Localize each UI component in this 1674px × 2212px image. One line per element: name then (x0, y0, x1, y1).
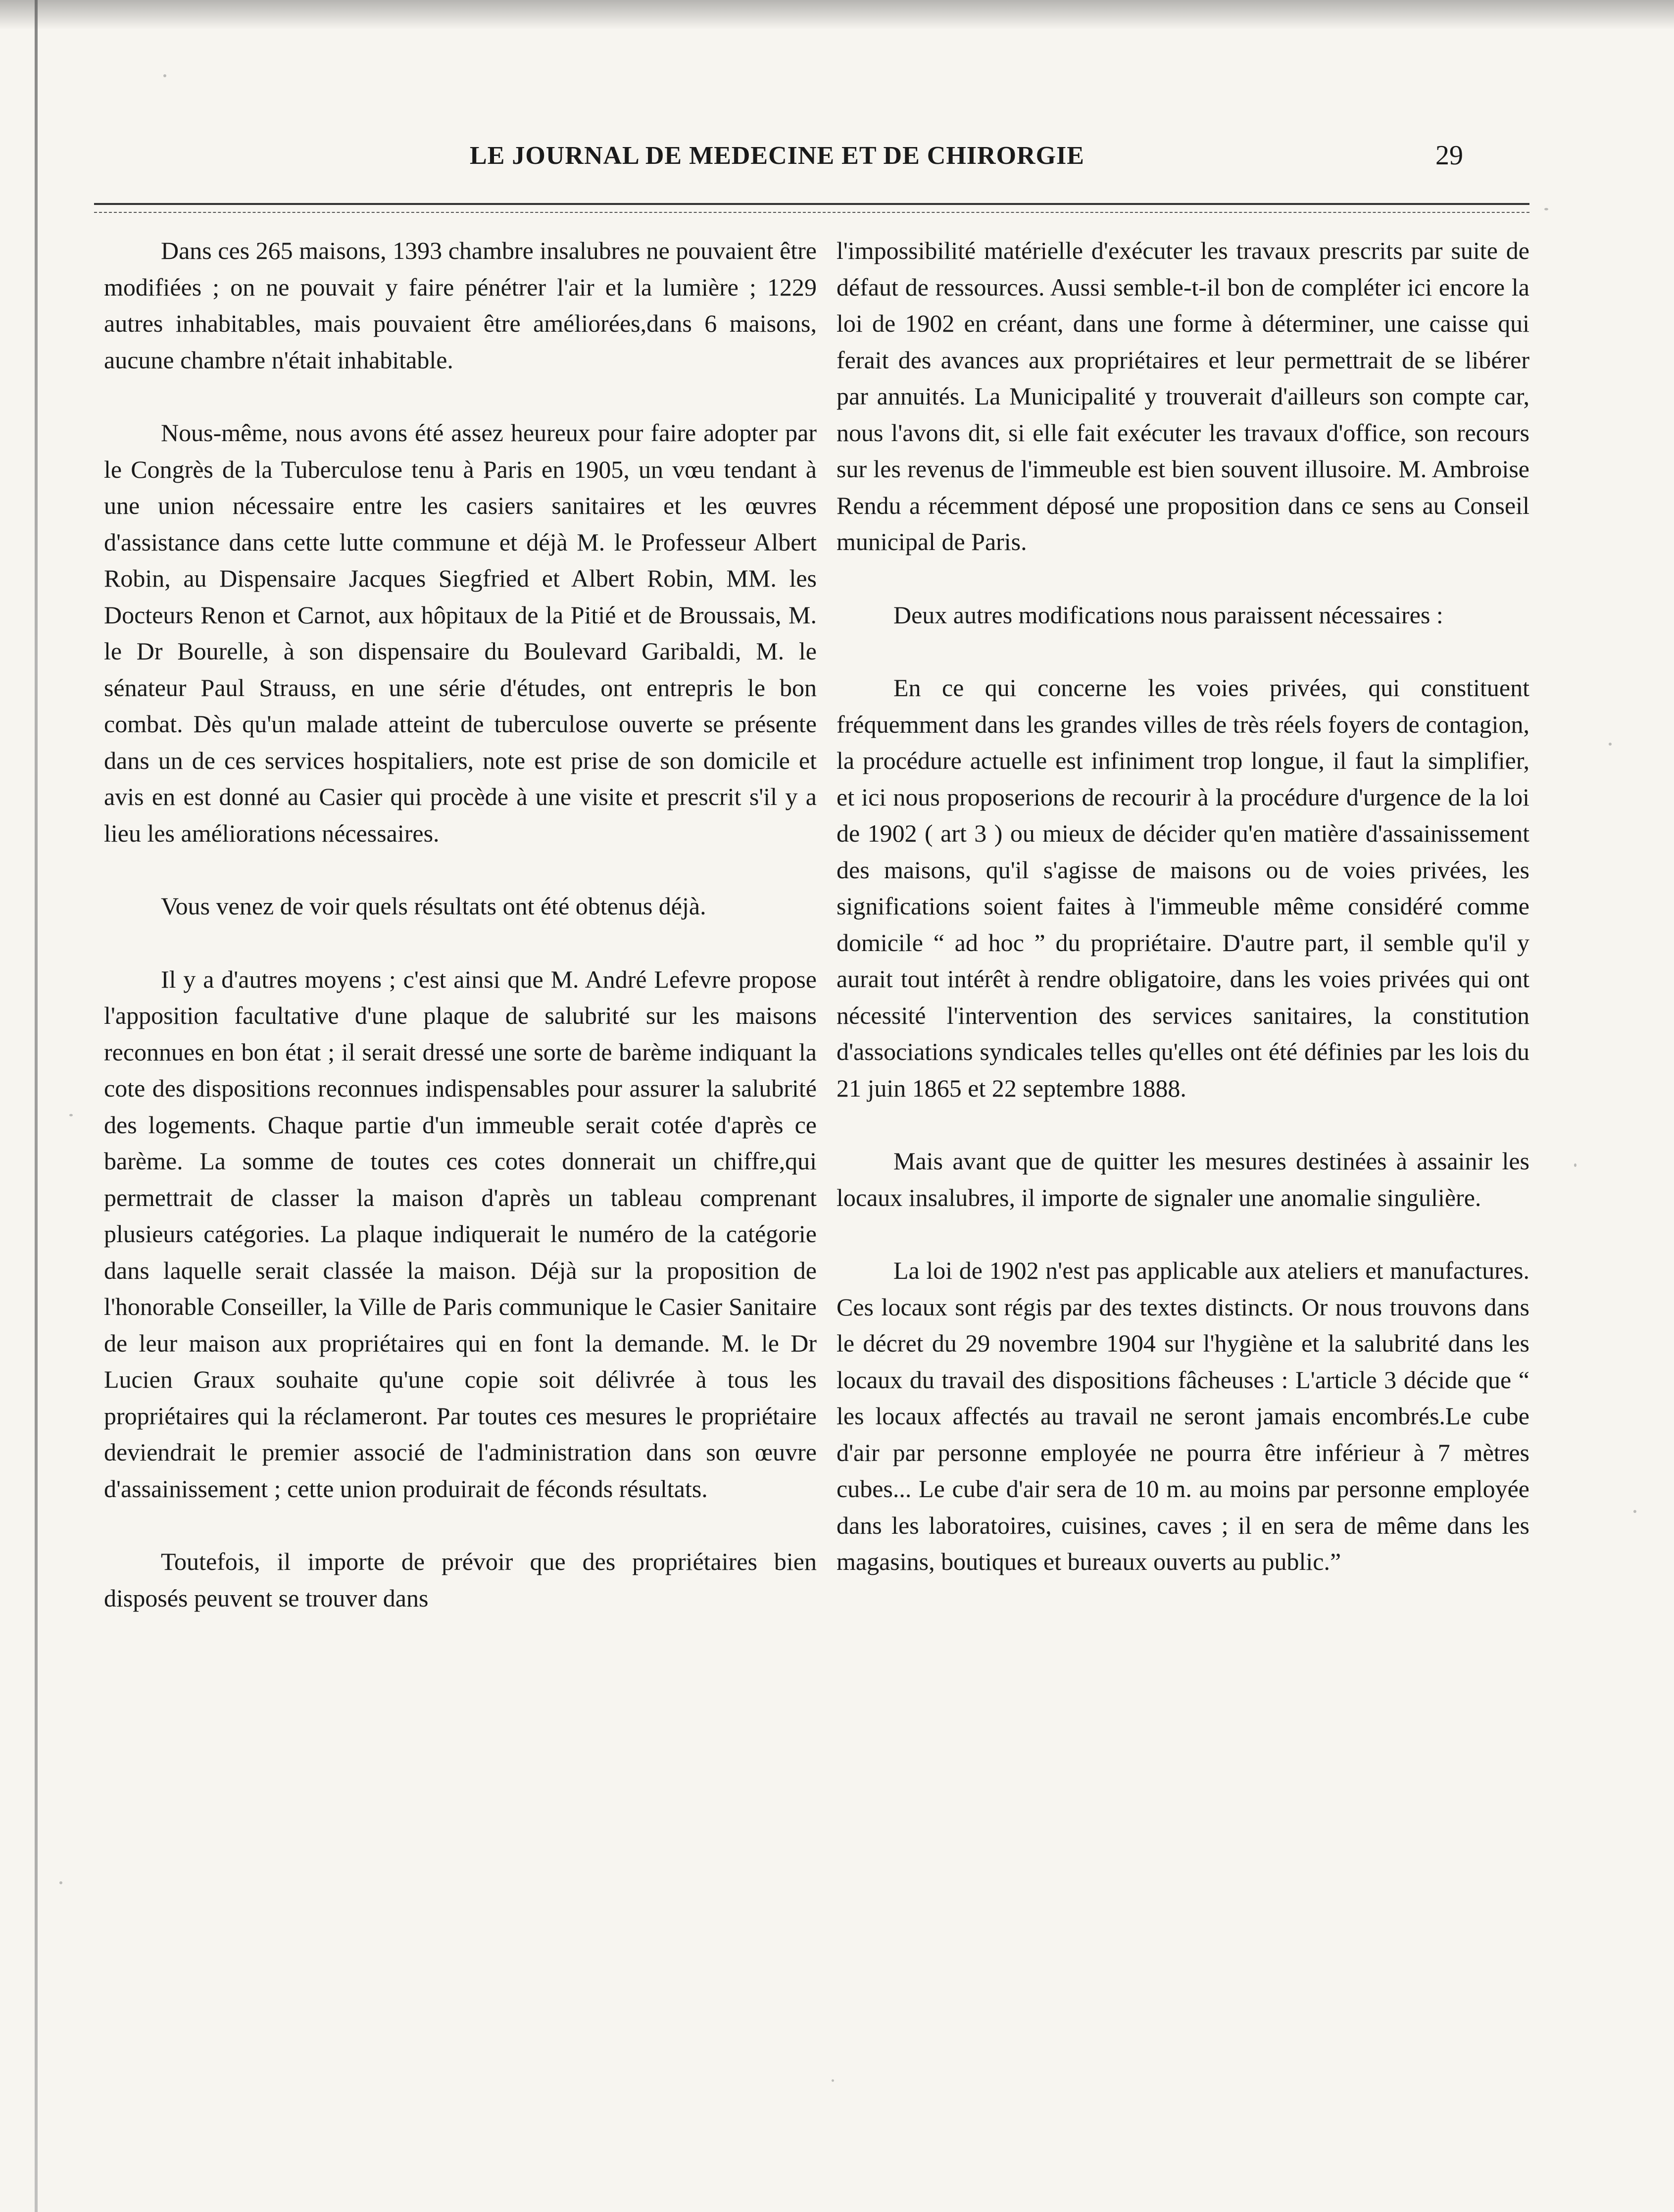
scan-left-edge (35, 0, 38, 2212)
paragraph-gap (104, 1507, 817, 1544)
paragraph: Vous venez de voir quels résultats ont été obtenus déjà. (161, 892, 706, 920)
paragraph: Deux autres modifications nous paraissent nécessaires : (893, 601, 1443, 629)
scan-speck (59, 1881, 62, 1884)
scan-speck (1544, 208, 1548, 210)
scan-top-smear (0, 0, 1674, 30)
paragraph: l'impossibilité matérielle d'exécuter les travaux prescrits par suite de défaut de ressources. Aussi semble-t-il bon de compléter ici encore la loi de 1902 en créant, dans une forme à déterminer, une caisse qui ferait des avances aux propriétaires et leur permettrait de se libérer par annuités. La Municipalité y trouverait d'ailleurs son compte car, nous l'avons dit, si elle fait exécuter les travaux d'office, son recours sur les revenus de l'immeuble est bien souvent illusoire. M. Ambroise Rendu a récemment déposé une proposition dans ce sens au Conseil municipal de Paris. (837, 237, 1529, 555)
paragraph-gap (837, 1106, 1529, 1143)
paragraph-gap (104, 925, 817, 961)
paragraph-gap (104, 852, 817, 888)
paragraph: Toutefois, il importe de prévoir que des propriétaires bien disposés peuvent se trouver dans (104, 1548, 817, 1612)
scan-speck (1609, 743, 1612, 746)
paragraph-gap (837, 560, 1529, 597)
paragraph: Nous-même, nous avons été assez heureux pour faire adopter par le Congrès de la Tuberculose tenu à Paris en 1905, un vœu tendant à une union nécessaire entre les casiers sanitaires et les œuvres d'assistance dans cette lutte commune et déjà M. le Professeur Albert Robin, au Dispensaire Jacques Siegfried et Albert Robin, MM. les Docteurs Renon et Carnot, aux hôpitaux de la Pitié et de Broussais, M. le Dr Bourelle, à son dispensaire du Boulevard Garibaldi, M. le sénateur Paul Strauss, en une série d'études, ont entrepris le bon combat. Dès qu'un malade atteint de tuberculose ouverte se présente dans un de ces services hospitaliers, note est prise de son domicile et avis en est donné au Casier qui procède à une visite et prescrit s'il y a lieu les améliorations nécessaires. (104, 419, 817, 847)
running-header: LE JOURNAL DE MEDECINE ET DE CHIRORGIE (470, 142, 1084, 170)
paragraph: En ce qui concerne les voies privées, qui constituent fréquemment dans les grandes villes de très réels foyers de contagion, la procédure actuelle est infiniment trop longue, il faut la simplifier, et ici nous proposerions de recourir à la procédure d'urgence de la loi de 1902 ( art 3 ) ou mieux de décider qu'en matière d'assainissement des maisons, qu'il s'agisse de maisons ou de voies privées, les significations soient faites à l'immeuble même considéré comme domicile “ ad hoc ” du propriétaire. D'autre part, il semble qu'il y aurait tout intérêt à rendre obligatoire, dans les voies privées qui ont nécessité l'intervention des services sanitaires, la constitution d'associations syndicales telles qu'elles ont été définies par les lois du 21 juin 1865 et 22 septembre 1888. (837, 674, 1529, 1102)
paragraph: La loi de 1902 n'est pas applicable aux ateliers et manufactures. Ces locaux sont régis par des textes distincts. Or nous trouvons dans le décret du 29 novembre 1904 sur l'hygiène et la salubrité dans les locaux du travail des dispositions fâcheuses : L'article 3 décide que “ les locaux affectés au travail ne seront jamais encombrés.Le cube d'air par personne employée ne pourra être inférieur à 7 mètres cubes... Le cube d'air sera de 10 m. au moins par personne employée dans les laboratoires, cuisines, caves ; il en sera de même dans les magasins, boutiques et bureaux ouverts au public.” (837, 1257, 1529, 1575)
scan-speck (69, 1114, 73, 1116)
scan-speck (163, 74, 166, 77)
scan-speck (832, 2079, 834, 2082)
page-number: 29 (1435, 140, 1463, 171)
paragraph-gap (104, 378, 817, 415)
paragraph-gap (837, 1216, 1529, 1253)
paragraph-gap (837, 633, 1529, 670)
header-rule (94, 203, 1529, 213)
left-column (104, 233, 817, 1616)
scan-speck (1633, 1510, 1636, 1513)
paragraph: Dans ces 265 maisons, 1393 chambre insalubres ne pouvaient être modifiées ; on ne pouvait y faire pénétrer l'air et la lumière ; 1229 autres inhabitables, mais pouvaient être améliorées,dans 6 maisons, aucune chambre n'était inhabitable. (104, 237, 817, 374)
paragraph: Mais avant que de quitter les mesures destinées à assainir les locaux insalubres, il importe de signaler une anomalie singulière. (837, 1147, 1529, 1211)
scan-speck (1574, 1163, 1576, 1167)
paragraph: Il y a d'autres moyens ; c'est ainsi que M. André Lefevre propose l'apposition facultative d'une plaque de salubrité sur les maisons reconnues en bon état ; il serait dressé une sorte de barème indiquant la cote des dispositions reconnues indispensables pour assurer la salubrité des logements. Chaque partie d'un immeuble serait cotée d'après ce barème. La somme de toutes ces cotes donnerait un chiffre,qui permettrait de classer la maison d'après un tableau comprenant plusieurs catégories. La plaque indiquerait le numéro de la catégorie dans laquelle serait classée la maison. Déjà sur la proposition de l'honorable Conseiller, la Ville de Paris communique le Casier Sanitaire de leur maison aux propriétaires qui en font la demande. M. le Dr Lucien Graux souhaite qu'une copie soit délivrée à tous les propriétaires qui la réclameront. Par toutes ces mesures le propriétaire deviendrait le premier associé de l'administration dans son œuvre d'assainissement ; cette union produirait de féconds résultats. (104, 965, 817, 1503)
right-column (837, 233, 1529, 1580)
